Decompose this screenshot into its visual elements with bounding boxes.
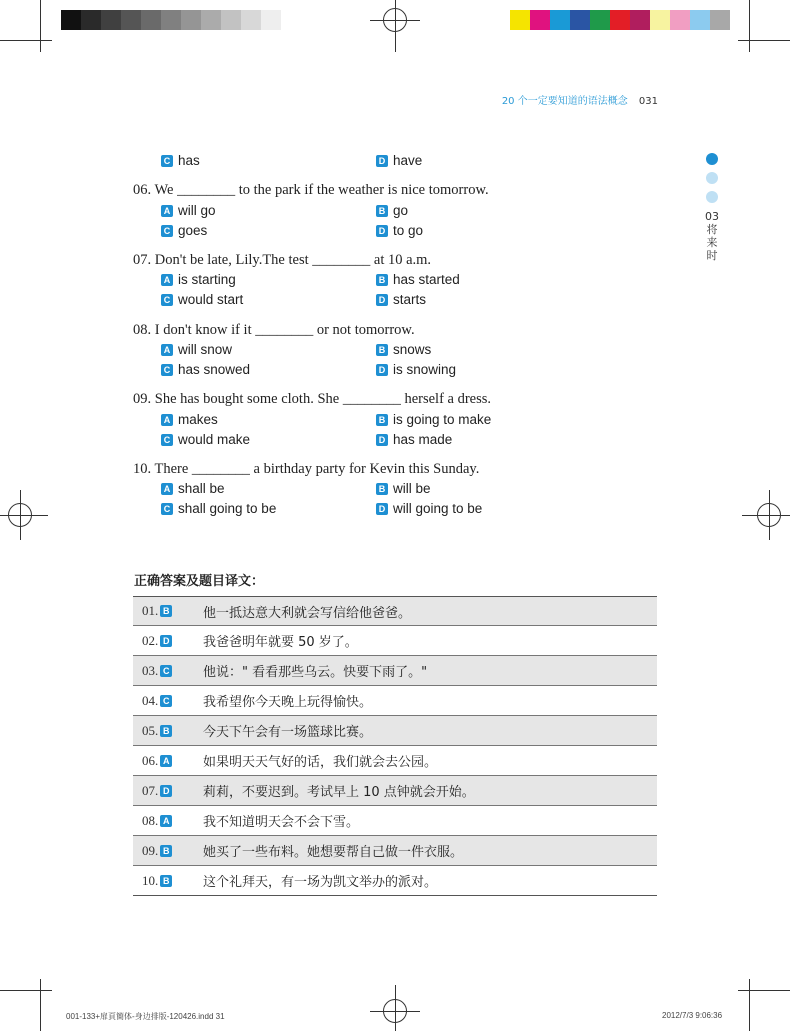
answer-translation: 她买了一些布料。她想要帮自己做一件衣服。 (203, 845, 464, 860)
chapter-title-char: 时 (706, 249, 718, 262)
gray-swatch (121, 10, 141, 30)
option-letter-badge: B (376, 414, 388, 426)
table-row (133, 716, 657, 746)
table-row (133, 836, 657, 866)
gray-swatch (181, 10, 201, 30)
option-a (161, 272, 236, 287)
option-letter-badge: B (376, 483, 388, 495)
color-swatch (690, 10, 710, 30)
answer-letter-badge: B (160, 605, 172, 617)
option-letter-badge: A (161, 205, 173, 217)
option-d (376, 501, 482, 516)
answer-number: 08. (142, 812, 159, 828)
color-swatch (610, 10, 630, 30)
option-b (376, 481, 431, 496)
running-head (480, 92, 658, 107)
answer-number: 04. (142, 692, 159, 708)
table-row (133, 776, 657, 806)
option-d (376, 223, 423, 238)
gray-swatch (161, 10, 181, 30)
answer-letter-badge: A (160, 815, 172, 827)
option-c (161, 292, 243, 307)
option-text: has (178, 153, 200, 168)
option-c (161, 223, 207, 238)
registration-mark-top (383, 8, 407, 32)
answer-translation: 如果明天天气好的话，我们就会去公园。 (203, 755, 438, 770)
color-swatch (510, 10, 530, 30)
option-text: would start (178, 292, 244, 307)
answer-letter-badge: B (160, 845, 172, 857)
answer-translation: 我不知道明天会不会下雪。 (203, 815, 360, 830)
option-c (161, 432, 250, 447)
question-stem (133, 461, 479, 478)
answer-letter-badge: B (160, 725, 172, 737)
option-d (376, 432, 452, 447)
color-swatch (710, 10, 730, 30)
option-text: makes (178, 412, 218, 427)
answer-translation: 他一抵达意大利就会写信给他爸爸。 (203, 605, 412, 621)
question-text: She has bought some cloth. She ________ herself a dress. (154, 391, 492, 407)
option-a (161, 342, 232, 357)
answer-number: 09. (142, 842, 159, 858)
answer-translation: 他说：" 看看那些乌云。快要下雨了。" (203, 665, 428, 680)
chapter-dot-active (706, 153, 718, 165)
option-text: will go (178, 203, 216, 218)
option-text: will be (393, 481, 431, 496)
question-stem (133, 182, 489, 199)
print-slug-file: 001-133+扉頁簡体-身边排版-120426.indd 31 (66, 1012, 225, 1021)
option-text: has snowed (178, 362, 251, 377)
option-letter-badge: C (161, 155, 173, 167)
option-text: has made (393, 432, 453, 447)
table-row (133, 806, 657, 836)
option-c (161, 153, 200, 168)
color-swatch (530, 10, 550, 30)
answer-translation: 这个礼拜天，有一场为凯文举办的派对。 (203, 875, 438, 890)
table-row (133, 746, 657, 776)
gray-swatch (201, 10, 221, 30)
question-number: 07. (133, 252, 152, 268)
answer-number: 01. (142, 603, 159, 618)
running-title: 20 个一定要知道的语法概念 (501, 96, 628, 107)
chapter-tab (701, 210, 723, 262)
question-number: 09. (133, 391, 152, 407)
option-d (376, 292, 426, 307)
option-letter-badge: D (376, 294, 388, 306)
answer-number: 05. (142, 722, 159, 738)
option-text: would make (178, 432, 251, 447)
option-text: snows (393, 342, 432, 357)
option-letter-badge: A (161, 414, 173, 426)
option-text: go (393, 203, 409, 218)
table-row (133, 596, 657, 626)
chapter-dot (706, 172, 718, 184)
gray-swatch (101, 10, 121, 30)
answer-letter-badge: D (160, 785, 172, 797)
option-letter-badge: C (161, 225, 173, 237)
registration-mark-right (757, 503, 781, 527)
registration-mark-left (8, 503, 32, 527)
option-text: will going to be (393, 501, 483, 516)
gray-swatch (261, 10, 281, 30)
option-text: have (393, 153, 423, 168)
option-text: shall going to be (178, 501, 277, 516)
answer-number: 06. (142, 752, 159, 768)
gray-swatch (141, 10, 161, 30)
option-d (376, 153, 422, 168)
option-letter-badge: A (161, 344, 173, 356)
question-text: We ________ to the park if the weather is nice tomorrow. (154, 182, 489, 198)
question-stem (133, 252, 431, 269)
option-letter-badge: D (376, 503, 388, 515)
option-letter-badge: D (376, 364, 388, 376)
option-letter-badge: B (376, 344, 388, 356)
chapter-number: 03 (705, 210, 719, 223)
answer-letter-badge: C (160, 695, 172, 707)
option-letter-badge: B (376, 274, 388, 286)
answer-number: 02. (142, 632, 159, 648)
gray-swatch (221, 10, 241, 30)
gray-swatch (81, 10, 101, 30)
option-b (376, 342, 431, 357)
option-c (161, 501, 276, 516)
color-swatch (630, 10, 650, 30)
option-text: to go (393, 223, 424, 238)
answer-letter-badge: C (160, 665, 172, 677)
answers-table (133, 596, 657, 896)
option-b (376, 412, 491, 427)
question-number: 08. (133, 322, 152, 338)
chapter-title-char: 来 (706, 236, 718, 249)
question-number: 06. (133, 182, 152, 198)
table-row (133, 656, 657, 686)
color-swatch (650, 10, 670, 30)
option-letter-badge: D (376, 434, 388, 446)
option-text: has started (393, 272, 460, 287)
option-letter-badge: C (161, 503, 173, 515)
option-letter-badge: B (376, 205, 388, 217)
option-text: shall be (178, 481, 225, 496)
registration-mark-bottom (383, 999, 407, 1023)
answers-heading: 正确答案及题目译文： (134, 574, 265, 589)
option-text: is going to make (393, 412, 492, 427)
page-number: 031 (638, 96, 658, 107)
option-letter-badge: D (376, 225, 388, 237)
option-text: is starting (178, 272, 236, 287)
answer-translation: 莉莉，不要迟到。考试早上 10 点钟就会开始。 (203, 785, 475, 800)
chapter-title-char: 将 (706, 223, 718, 236)
answer-letter-badge: D (160, 635, 172, 647)
table-row (133, 866, 657, 896)
option-a (161, 203, 216, 218)
color-swatch (670, 10, 690, 30)
chapter-dot (706, 191, 718, 203)
answer-number: 03. (142, 662, 159, 678)
answer-letter-badge: A (160, 755, 172, 767)
option-letter-badge: A (161, 483, 173, 495)
question-stem (133, 391, 491, 408)
question-text: There ________ a birthday party for Kevin this Sunday. (154, 461, 480, 477)
option-letter-badge: D (376, 155, 388, 167)
color-swatch (570, 10, 590, 30)
answer-letter-badge: B (160, 875, 172, 887)
gray-swatch (241, 10, 261, 30)
option-b (376, 203, 408, 218)
color-swatch (550, 10, 570, 30)
option-d (376, 362, 456, 377)
option-text: goes (178, 223, 208, 238)
option-text: will snow (178, 342, 233, 357)
table-row (133, 626, 657, 656)
answer-translation: 我希望你今天晚上玩得愉快。 (203, 695, 373, 710)
option-letter-badge: A (161, 274, 173, 286)
answer-number: 07. (142, 782, 159, 798)
question-number: 10. (133, 461, 152, 477)
option-letter-badge: C (161, 294, 173, 306)
option-letter-badge: C (161, 364, 173, 376)
print-slug-timestamp: 2012/7/3 9:06:36 (662, 1011, 723, 1020)
question-text: I don't know if it ________ or not tomorrow. (154, 322, 415, 338)
option-text: starts (393, 292, 427, 307)
table-row (133, 686, 657, 716)
option-c (161, 362, 250, 377)
option-a (161, 481, 225, 496)
question-stem (133, 322, 415, 339)
answer-translation: 今天下午会有一场篮球比赛。 (203, 725, 373, 740)
color-swatch (590, 10, 610, 30)
answer-translation: 我爸爸明年就要 50 岁了。 (203, 635, 358, 650)
question-text: Don't be late, Lily.The test ________ at 10 a.m. (154, 252, 432, 268)
option-b (376, 272, 460, 287)
gray-swatch (61, 10, 81, 30)
option-letter-badge: C (161, 434, 173, 446)
answer-number: 10. (142, 872, 159, 888)
option-a (161, 412, 218, 427)
option-text: is snowing (393, 362, 457, 377)
